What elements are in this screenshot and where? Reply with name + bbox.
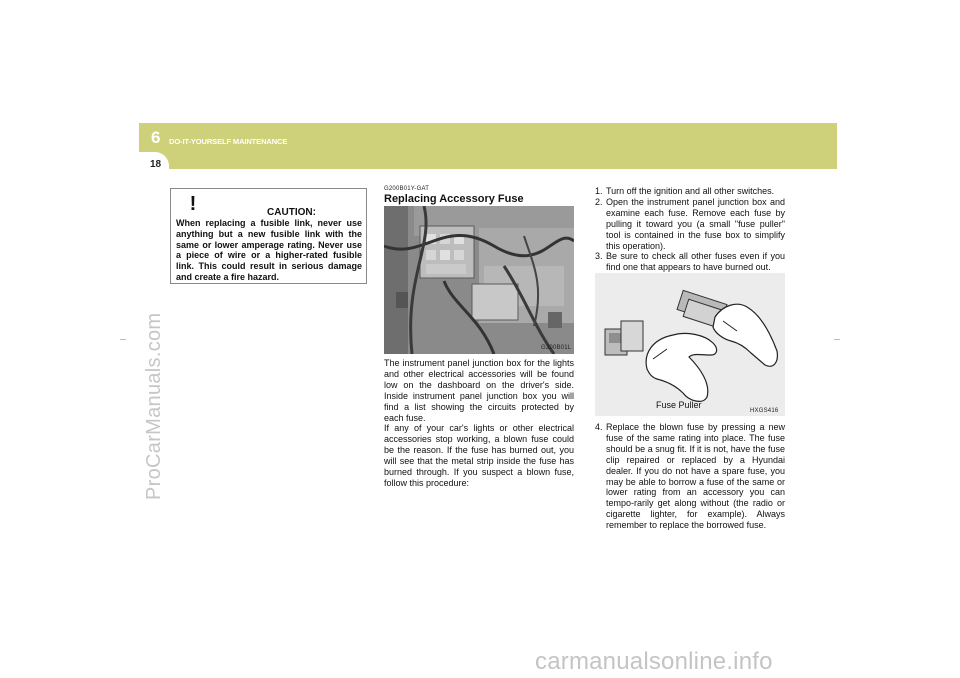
intro-text — [384, 358, 574, 489]
step-item — [595, 422, 785, 531]
step-text: Open the instrument panel junction box and examine each fuse. Remove each fuse by pulling it toward you (a small "fuse puller" tool is contained in the fuse box to simplify this operation). — [606, 196, 785, 251]
step-text: Be sure to check all other fuses even if you find one that appears to have burned out. — [606, 251, 785, 273]
margin-tick — [834, 339, 840, 340]
header-band — [139, 123, 837, 169]
junction-box-photo — [384, 206, 574, 354]
step-text: Turn off the ignition and all other switches. — [606, 186, 775, 196]
step-number: 2. — [595, 196, 603, 207]
illustration-caption: Fuse Puller — [656, 400, 702, 410]
junction-box-image — [384, 206, 574, 354]
fuse-puller-illustration — [595, 273, 785, 416]
warning-glyph: ! — [189, 193, 197, 213]
step-number: 1. — [595, 186, 603, 196]
chapter-number: 6 — [151, 128, 161, 147]
section-title: Replacing Accessory Fuse — [384, 193, 524, 205]
step-item — [595, 197, 785, 252]
caution-title: CAUTION: — [267, 207, 316, 218]
steps-list — [595, 186, 785, 273]
fuse-puller-image — [595, 273, 785, 416]
section-code: G200B01Y-GAT — [384, 186, 430, 192]
intro-paragraph-1: The instrument panel junction box for the lights and other electrical accessories will be found low on the dashboard on the driver's side. Inside instrument panel junction box you will find a list showing the circuits protected by each fuse. — [384, 358, 574, 423]
step-number: 4. — [595, 422, 603, 432]
photo-code: G200B01L — [541, 345, 572, 351]
illustration-code: HXGS416 — [750, 408, 779, 414]
step-item — [595, 251, 785, 273]
chapter-title: DO-IT-YOURSELF MAINTENANCE — [169, 137, 288, 146]
margin-tick — [120, 339, 126, 340]
watermark-left[interactable]: ProCarManuals.com — [143, 312, 165, 500]
step-4 — [595, 422, 785, 531]
page-number: 18 — [150, 159, 162, 170]
step-item — [595, 186, 785, 197]
watermark-bottom[interactable]: carmanualsonline.info — [535, 648, 773, 675]
caution-body: When replacing a fusible link, never use anything but a new fusible link with the same or lower amperage rating. Never use a piece of wire or a higher-rated fusible link. This could result in serious damage and create a fire hazard. — [176, 218, 362, 282]
intro-paragraph-2: If any of your car's lights or other electrical accessories stop working, a blown fuse could be the reason. If the fuse has burned out, you will see that the metal strip inside the fuse has burned through. If you suspect a blown fuse, follow this procedure: — [384, 423, 574, 488]
step-number: 3. — [595, 251, 603, 262]
step-text: Replace the blown fuse by pressing a new fuse of the same rating into place. The fuse should be a snug fit. If it is not, have the fuse clip repaired or replaced by a Hyundai dealer. If you do not have a spare fuse, you may be able to borrow a fuse of the same or lower rating from an accessory you can tempo-rarily get along without (the radio or cigarette lighter, for example). Always remember to replace the borrowed fuse. — [606, 422, 785, 531]
warning-icon — [172, 191, 214, 218]
